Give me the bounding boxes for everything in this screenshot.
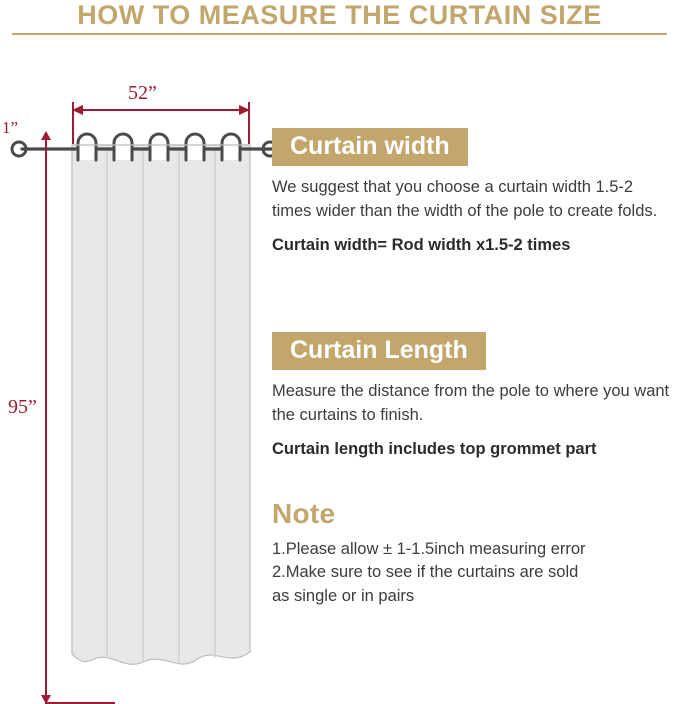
height-dimension-line: [45, 136, 47, 703]
height-measurement-label: 95”: [8, 396, 37, 418]
curtain-width-banner: Curtain width: [272, 128, 468, 166]
width-dimension-line: [72, 109, 250, 111]
width-measurement-label: 52”: [128, 82, 157, 104]
curtain-length-section: [272, 332, 672, 459]
curtain-width-body: We suggest that you choose a curtain width 1.5-2 times wider than the width of the pole to create folds.: [272, 178, 658, 220]
curtain-length-banner: Curtain Length: [272, 332, 486, 370]
width-arrow-left-icon: [72, 105, 83, 115]
note-line-3: as single or in pairs: [272, 586, 415, 605]
curtain-width-section: [272, 128, 672, 255]
curtain-length-body: Measure the distance from the pole to where you want the curtains to finish.: [272, 382, 670, 424]
note-line-2: 2.Make sure to see if the curtains are sold: [272, 563, 579, 582]
title-divider: [12, 33, 667, 35]
curtain-measurement-diagram: [0, 40, 300, 677]
curtain-length-note: Curtain length includes top grommet part: [272, 440, 597, 459]
height-arrow-top-icon: [41, 131, 51, 140]
grommet-measurement-label: 1”: [2, 118, 19, 137]
curtain-width-formula: Curtain width= Rod width x1.5-2 times: [272, 236, 571, 255]
note-section: [272, 498, 677, 608]
page-title: HOW TO MEASURE THE CURTAIN SIZE: [77, 0, 602, 30]
note-line-1: 1.Please allow ± 1-1.5inch measuring error: [272, 540, 586, 558]
width-arrow-right-icon: [239, 105, 250, 115]
note-heading: Note: [272, 498, 336, 529]
